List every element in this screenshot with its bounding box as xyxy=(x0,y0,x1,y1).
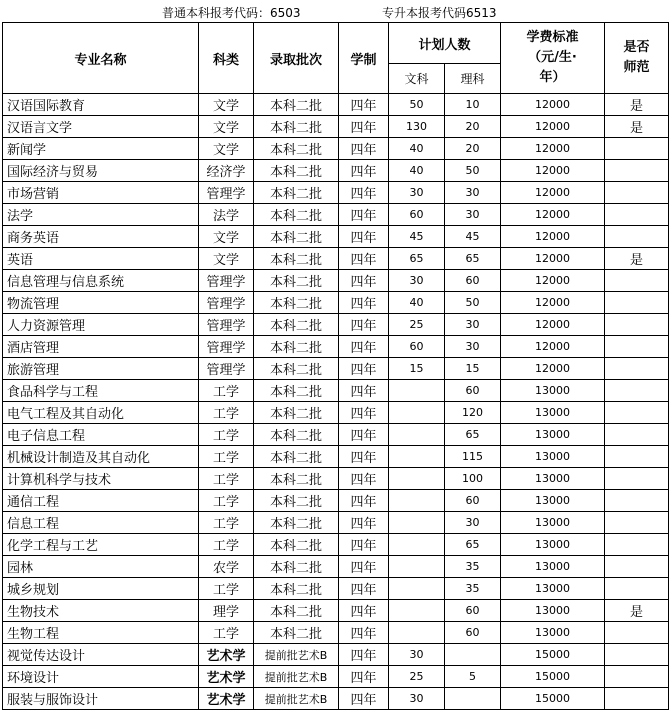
table-row xyxy=(3,402,669,424)
table-row xyxy=(3,358,669,380)
cell-major: 计算机科学与技术 xyxy=(3,468,199,490)
cell-tuition: 12000 xyxy=(501,138,605,160)
cell-normal: 是 xyxy=(605,116,669,138)
cell-batch: 本科二批 xyxy=(254,336,339,358)
cell-major: 汉语言文学 xyxy=(3,116,199,138)
cell-science-plan: 30 xyxy=(445,336,501,358)
cell-batch: 本科二批 xyxy=(254,380,339,402)
cell-duration: 四年 xyxy=(339,94,389,116)
cell-batch: 本科二批 xyxy=(254,578,339,600)
cell-tuition: 12000 xyxy=(501,160,605,182)
cell-normal xyxy=(605,380,669,402)
cell-arts-plan xyxy=(389,534,445,556)
cell-duration: 四年 xyxy=(339,556,389,578)
cell-major: 信息工程 xyxy=(3,512,199,534)
cell-science-plan: 35 xyxy=(445,578,501,600)
cell-normal xyxy=(605,160,669,182)
cell-tuition: 13000 xyxy=(501,446,605,468)
table-row xyxy=(3,490,669,512)
cell-normal: 是 xyxy=(605,248,669,270)
cell-category: 工学 xyxy=(199,578,254,600)
cell-arts-plan: 30 xyxy=(389,182,445,204)
cell-category: 管理学 xyxy=(199,182,254,204)
cell-science-plan: 35 xyxy=(445,556,501,578)
cell-normal xyxy=(605,490,669,512)
cell-major: 生物技术 xyxy=(3,600,199,622)
cell-category: 工学 xyxy=(199,490,254,512)
cell-normal xyxy=(605,226,669,248)
cell-science-plan: 10 xyxy=(445,94,501,116)
cell-arts-plan xyxy=(389,490,445,512)
cell-category: 工学 xyxy=(199,468,254,490)
cell-arts-plan: 30 xyxy=(389,270,445,292)
cell-tuition: 13000 xyxy=(501,622,605,644)
cell-science-plan: 20 xyxy=(445,116,501,138)
cell-major: 市场营销 xyxy=(3,182,199,204)
table-row xyxy=(3,314,669,336)
cell-normal xyxy=(605,358,669,380)
cell-tuition: 13000 xyxy=(501,556,605,578)
cell-duration: 四年 xyxy=(339,644,389,666)
cell-science-plan: 30 xyxy=(445,314,501,336)
cell-normal xyxy=(605,512,669,534)
cell-category: 法学 xyxy=(199,204,254,226)
table-row xyxy=(3,160,669,182)
table-row xyxy=(3,468,669,490)
cell-batch: 本科二批 xyxy=(254,468,339,490)
header-major: 专业名称 xyxy=(3,23,199,94)
cell-duration: 四年 xyxy=(339,336,389,358)
cell-batch: 本科二批 xyxy=(254,314,339,336)
cell-tuition: 12000 xyxy=(501,204,605,226)
cell-duration: 四年 xyxy=(339,358,389,380)
cell-duration: 四年 xyxy=(339,578,389,600)
table-row xyxy=(3,226,669,248)
cell-duration: 四年 xyxy=(339,534,389,556)
cell-tuition: 13000 xyxy=(501,578,605,600)
cell-batch: 提前批艺术B xyxy=(254,644,339,666)
cell-normal xyxy=(605,468,669,490)
cell-arts-plan: 40 xyxy=(389,292,445,314)
cell-arts-plan xyxy=(389,424,445,446)
undergrad-code-text: 普通本科报考代码：6503 xyxy=(162,6,301,20)
cell-major: 国际经济与贸易 xyxy=(3,160,199,182)
header-tuition xyxy=(501,23,605,94)
cell-arts-plan xyxy=(389,600,445,622)
cell-arts-plan xyxy=(389,468,445,490)
cell-normal: 是 xyxy=(605,600,669,622)
cell-duration: 四年 xyxy=(339,182,389,204)
cell-science-plan: 50 xyxy=(445,292,501,314)
cell-normal: 是 xyxy=(605,94,669,116)
cell-duration: 四年 xyxy=(339,204,389,226)
header-batch: 录取批次 xyxy=(254,23,339,94)
cell-normal xyxy=(605,336,669,358)
cell-science-plan: 50 xyxy=(445,160,501,182)
cell-tuition: 13000 xyxy=(501,490,605,512)
cell-major: 法学 xyxy=(3,204,199,226)
cell-major: 服装与服饰设计 xyxy=(3,688,199,710)
table-row xyxy=(3,556,669,578)
cell-category: 理学 xyxy=(199,600,254,622)
cell-normal xyxy=(605,292,669,314)
cell-major: 电气工程及其自动化 xyxy=(3,402,199,424)
cell-tuition: 12000 xyxy=(501,182,605,204)
cell-duration: 四年 xyxy=(339,292,389,314)
cell-normal xyxy=(605,556,669,578)
cell-science-plan: 60 xyxy=(445,490,501,512)
cell-batch: 本科二批 xyxy=(254,600,339,622)
cell-category: 艺术学 xyxy=(199,666,254,688)
cell-duration: 四年 xyxy=(339,600,389,622)
cell-arts-plan: 40 xyxy=(389,160,445,182)
cell-category: 文学 xyxy=(199,116,254,138)
table-row xyxy=(3,270,669,292)
cell-batch: 本科二批 xyxy=(254,556,339,578)
cell-normal xyxy=(605,688,669,710)
cell-major: 人力资源管理 xyxy=(3,314,199,336)
cell-batch: 本科二批 xyxy=(254,116,339,138)
cell-batch: 本科二批 xyxy=(254,94,339,116)
cell-science-plan: 60 xyxy=(445,600,501,622)
header-normal-line1: 是否 xyxy=(623,40,650,55)
cell-batch: 提前批艺术B xyxy=(254,666,339,688)
cell-duration: 四年 xyxy=(339,402,389,424)
cell-science-plan: 5 xyxy=(445,666,501,688)
cell-tuition: 12000 xyxy=(501,358,605,380)
table-row xyxy=(3,116,669,138)
cell-duration: 四年 xyxy=(339,490,389,512)
cell-arts-plan: 130 xyxy=(389,116,445,138)
cell-duration: 四年 xyxy=(339,160,389,182)
cell-batch: 本科二批 xyxy=(254,292,339,314)
cell-major: 环境设计 xyxy=(3,666,199,688)
cell-arts-plan xyxy=(389,380,445,402)
cell-science-plan: 30 xyxy=(445,512,501,534)
cell-science-plan: 20 xyxy=(445,138,501,160)
cell-tuition: 13000 xyxy=(501,468,605,490)
cell-major: 新闻学 xyxy=(3,138,199,160)
cell-major: 食品科学与工程 xyxy=(3,380,199,402)
cell-duration: 四年 xyxy=(339,380,389,402)
table-row xyxy=(3,292,669,314)
cell-tuition: 12000 xyxy=(501,248,605,270)
cell-batch: 本科二批 xyxy=(254,622,339,644)
table-row xyxy=(3,512,669,534)
table-row xyxy=(3,94,669,116)
cell-batch: 本科二批 xyxy=(254,160,339,182)
cell-duration: 四年 xyxy=(339,688,389,710)
cell-batch: 本科二批 xyxy=(254,402,339,424)
cell-normal xyxy=(605,446,669,468)
cell-category: 文学 xyxy=(199,94,254,116)
cell-tuition: 13000 xyxy=(501,534,605,556)
cell-category: 管理学 xyxy=(199,314,254,336)
cell-category: 工学 xyxy=(199,512,254,534)
cell-batch: 本科二批 xyxy=(254,490,339,512)
table-row xyxy=(3,204,669,226)
cell-category: 农学 xyxy=(199,556,254,578)
cell-arts-plan xyxy=(389,578,445,600)
table-row xyxy=(3,380,669,402)
cell-major: 视觉传达设计 xyxy=(3,644,199,666)
header-duration: 学制 xyxy=(339,23,389,94)
cell-arts-plan: 30 xyxy=(389,644,445,666)
cell-duration: 四年 xyxy=(339,424,389,446)
cell-duration: 四年 xyxy=(339,666,389,688)
cell-tuition: 12000 xyxy=(501,94,605,116)
table-row xyxy=(3,182,669,204)
cell-science-plan: 65 xyxy=(445,248,501,270)
cell-tuition: 13000 xyxy=(501,380,605,402)
cell-tuition: 12000 xyxy=(501,116,605,138)
cell-major: 城乡规划 xyxy=(3,578,199,600)
cell-duration: 四年 xyxy=(339,512,389,534)
cell-major: 电子信息工程 xyxy=(3,424,199,446)
cell-arts-plan xyxy=(389,512,445,534)
table-row xyxy=(3,446,669,468)
cell-science-plan: 65 xyxy=(445,534,501,556)
cell-batch: 本科二批 xyxy=(254,270,339,292)
cell-normal xyxy=(605,534,669,556)
cell-tuition: 12000 xyxy=(501,292,605,314)
cell-major: 汉语国际教育 xyxy=(3,94,199,116)
cell-normal xyxy=(605,622,669,644)
cell-arts-plan xyxy=(389,402,445,424)
cell-category: 工学 xyxy=(199,424,254,446)
cell-tuition: 13000 xyxy=(501,402,605,424)
cell-arts-plan xyxy=(389,622,445,644)
cell-batch: 本科二批 xyxy=(254,182,339,204)
cell-science-plan: 60 xyxy=(445,270,501,292)
table-row xyxy=(3,622,669,644)
cell-arts-plan: 25 xyxy=(389,314,445,336)
cell-category: 管理学 xyxy=(199,292,254,314)
cell-normal xyxy=(605,204,669,226)
cell-duration: 四年 xyxy=(339,138,389,160)
table-row xyxy=(3,336,669,358)
cell-tuition: 13000 xyxy=(501,512,605,534)
cell-duration: 四年 xyxy=(339,446,389,468)
table-row xyxy=(3,424,669,446)
cell-normal xyxy=(605,182,669,204)
cell-tuition: 12000 xyxy=(501,270,605,292)
header-science: 理科 xyxy=(445,64,501,94)
cell-normal xyxy=(605,644,669,666)
cell-major: 旅游管理 xyxy=(3,358,199,380)
table-row xyxy=(3,644,669,666)
cell-tuition: 12000 xyxy=(501,336,605,358)
cell-major: 商务英语 xyxy=(3,226,199,248)
cell-batch: 提前批艺术B xyxy=(254,688,339,710)
cell-major: 化学工程与工艺 xyxy=(3,534,199,556)
cell-major: 英语 xyxy=(3,248,199,270)
table-row xyxy=(3,534,669,556)
cell-normal xyxy=(605,270,669,292)
cell-science-plan: 120 xyxy=(445,402,501,424)
cell-category: 管理学 xyxy=(199,336,254,358)
cell-arts-plan xyxy=(389,446,445,468)
table-row xyxy=(3,600,669,622)
cell-category: 管理学 xyxy=(199,358,254,380)
table-row xyxy=(3,688,669,710)
cell-normal xyxy=(605,666,669,688)
cell-batch: 本科二批 xyxy=(254,226,339,248)
cell-major: 园林 xyxy=(3,556,199,578)
cell-arts-plan: 45 xyxy=(389,226,445,248)
cell-science-plan: 60 xyxy=(445,380,501,402)
cell-category: 文学 xyxy=(199,248,254,270)
header-tuition-line3: 年） xyxy=(539,70,566,85)
cell-duration: 四年 xyxy=(339,248,389,270)
cell-category: 文学 xyxy=(199,226,254,248)
cell-science-plan: 30 xyxy=(445,182,501,204)
cell-batch: 本科二批 xyxy=(254,138,339,160)
cell-arts-plan xyxy=(389,556,445,578)
cell-category: 文学 xyxy=(199,138,254,160)
cell-tuition: 15000 xyxy=(501,644,605,666)
cell-category: 经济学 xyxy=(199,160,254,182)
cell-arts-plan: 50 xyxy=(389,94,445,116)
cell-duration: 四年 xyxy=(339,116,389,138)
cell-batch: 本科二批 xyxy=(254,424,339,446)
cell-category: 工学 xyxy=(199,402,254,424)
header-normal-line2: 师范 xyxy=(623,60,650,75)
cell-tuition: 13000 xyxy=(501,600,605,622)
cell-duration: 四年 xyxy=(339,468,389,490)
cell-batch: 本科二批 xyxy=(254,204,339,226)
cell-tuition: 13000 xyxy=(501,424,605,446)
cell-major: 机械设计制造及其自动化 xyxy=(3,446,199,468)
cell-duration: 四年 xyxy=(339,226,389,248)
cell-arts-plan: 25 xyxy=(389,666,445,688)
cell-category: 艺术学 xyxy=(199,644,254,666)
header-tuition-line2: （元/生· xyxy=(528,50,577,65)
admission-plan-table xyxy=(2,22,669,710)
cell-major: 信息管理与信息系统 xyxy=(3,270,199,292)
cell-batch: 本科二批 xyxy=(254,358,339,380)
cell-major: 生物工程 xyxy=(3,622,199,644)
cell-duration: 四年 xyxy=(339,622,389,644)
cell-category: 工学 xyxy=(199,446,254,468)
cell-normal xyxy=(605,424,669,446)
cell-batch: 本科二批 xyxy=(254,512,339,534)
cell-batch: 本科二批 xyxy=(254,248,339,270)
cell-science-plan: 100 xyxy=(445,468,501,490)
header-arts: 文科 xyxy=(389,64,445,94)
cell-major: 物流管理 xyxy=(3,292,199,314)
cell-science-plan: 45 xyxy=(445,226,501,248)
cell-normal xyxy=(605,578,669,600)
cell-science-plan xyxy=(445,644,501,666)
cell-science-plan: 30 xyxy=(445,204,501,226)
cell-major: 酒店管理 xyxy=(3,336,199,358)
cell-normal xyxy=(605,138,669,160)
cell-tuition: 12000 xyxy=(501,226,605,248)
upgrade-code-text: 专升本报考代码6513 xyxy=(382,6,497,20)
cell-science-plan xyxy=(445,688,501,710)
cell-arts-plan: 60 xyxy=(389,336,445,358)
cell-tuition: 15000 xyxy=(501,688,605,710)
cell-tuition: 12000 xyxy=(501,314,605,336)
cell-duration: 四年 xyxy=(339,270,389,292)
cell-normal xyxy=(605,402,669,424)
cell-batch: 本科二批 xyxy=(254,446,339,468)
table-row xyxy=(3,578,669,600)
cell-normal xyxy=(605,314,669,336)
header-plan: 计划人数 xyxy=(389,23,501,64)
cell-tuition: 15000 xyxy=(501,666,605,688)
cell-category: 工学 xyxy=(199,534,254,556)
cell-category: 艺术学 xyxy=(199,688,254,710)
cell-science-plan: 15 xyxy=(445,358,501,380)
table-row xyxy=(3,248,669,270)
cell-arts-plan: 60 xyxy=(389,204,445,226)
cell-batch: 本科二批 xyxy=(254,534,339,556)
cell-arts-plan: 15 xyxy=(389,358,445,380)
cell-category: 工学 xyxy=(199,380,254,402)
header-category: 科类 xyxy=(199,23,254,94)
table-row xyxy=(3,138,669,160)
cell-duration: 四年 xyxy=(339,314,389,336)
header-tuition-line1: 学费标准 xyxy=(526,30,579,45)
header-normal xyxy=(605,23,669,94)
cell-arts-plan: 40 xyxy=(389,138,445,160)
report-code-caption xyxy=(0,0,670,22)
cell-category: 工学 xyxy=(199,622,254,644)
cell-science-plan: 115 xyxy=(445,446,501,468)
cell-science-plan: 65 xyxy=(445,424,501,446)
cell-arts-plan: 30 xyxy=(389,688,445,710)
table-row xyxy=(3,666,669,688)
cell-science-plan: 60 xyxy=(445,622,501,644)
cell-category: 管理学 xyxy=(199,270,254,292)
cell-major: 通信工程 xyxy=(3,490,199,512)
cell-arts-plan: 65 xyxy=(389,248,445,270)
